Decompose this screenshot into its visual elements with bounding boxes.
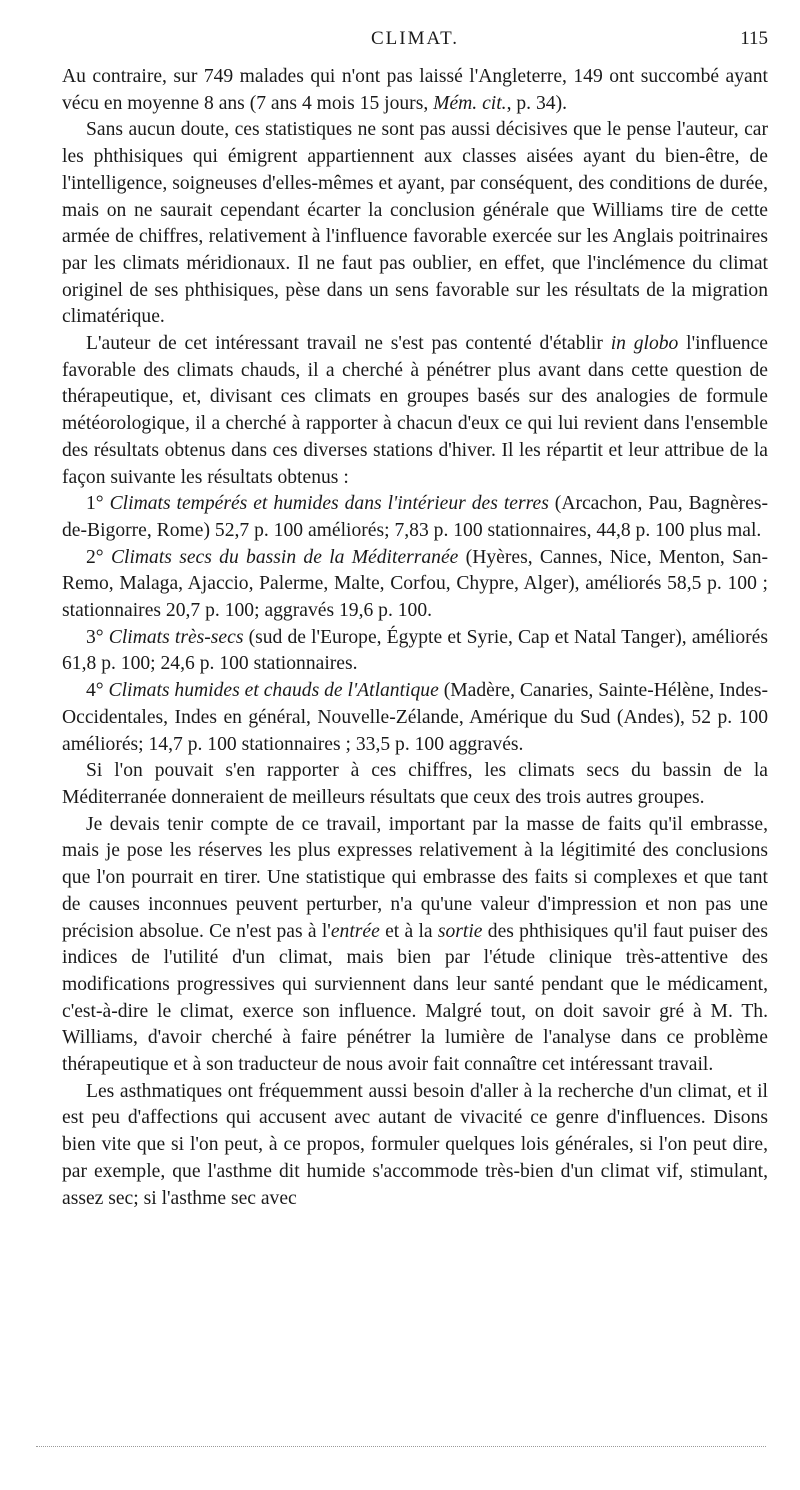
- paragraph-text: Je devais tenir compte de ce travail, important par la masse de faits qu'il embrasse, mais je pose les réserves les plus expresses relativement à la légitimité des conclusions que l'on pourrait en tirer. Une statistique qui embrasse des faits si complexes et que tant de causes inconnues peuvent perturber, n'a qu'une valeur d'impression et non pas une précision absolue. Ce n'est pas à l': [62, 813, 768, 942]
- paragraph: [62, 545, 768, 625]
- paragraph: [62, 331, 768, 491]
- paragraph-text: (Madère, Canaries, Sainte-Hélène, Indes-Occidentales, Indes en général, Nouvelle-Zélande, Amérique du Sud (Andes), 52 p. 100 améliorés; 14,7 p. 100 stationnaires ; 33,5 p. 100 aggravés.: [62, 680, 768, 755]
- paragraph-text: 3°: [86, 626, 109, 648]
- paragraph-text: 2°: [86, 546, 111, 568]
- running-title: CLIMAT.: [370, 28, 460, 49]
- paragraph-text: l'influence favorable des climats chauds, il a cherché à pénétrer plus avant dans cette question de thérapeutique, et, divisant ces climats en groupes basés sur des analogies de formule météorologique, il a cherché à rapporter à chacun d'eux ce qui lui revient dans l'ensemble des résultats obtenus dans ces diverses stations d'hiver. Il les répartit et leur attribue de la façon suivante les résultats obtenus :: [62, 333, 768, 488]
- paragraph-text: (sud de l'Europe, Égypte et Syrie, Cap et Natal Tanger), améliorés 61,8 p. 100; 24,6 p. 100 stationnaires.: [62, 626, 769, 675]
- paragraph-text: 4°: [86, 680, 109, 702]
- italic-text: in globo: [610, 333, 679, 355]
- italic-text: Climats tempérés et humides dans l'intérieur des terres: [109, 493, 549, 515]
- paragraph: [62, 64, 768, 117]
- page-number: 115: [740, 28, 768, 49]
- paragraph: [62, 625, 768, 678]
- italic-text: Climats secs du bassin de la Méditerranée: [110, 546, 459, 568]
- paragraph: [62, 491, 768, 544]
- paragraph-text: , p. 34).: [506, 92, 567, 114]
- paragraph-text: 1°: [86, 493, 110, 515]
- paragraph-text: (Hyères, Cannes, Nice, Menton, San-Remo, Malaga, Ajaccio, Palerme, Malte, Corfou, Chypre, Alger), améliorés 58,5 p. 100 ; stationnaires 20,7 p. 100; aggravés 19,6 p. 100.: [62, 546, 769, 622]
- italic-text: sortie: [437, 920, 483, 942]
- paragraph-text: Au contraire, sur 749 malades qui n'ont pas laissé l'Angleterre, 149 ont succombé ayant vécu en moyenne 8 ans (7 ans 4 mois 15 jours,: [62, 66, 768, 114]
- italic-text: entrée: [330, 920, 380, 942]
- paragraph-text: et à la: [379, 920, 438, 942]
- running-header: [62, 28, 768, 54]
- paragraph: [62, 758, 768, 811]
- paragraph-text: Sans aucun doute, ces statistiques ne sont pas aussi décisives que le pense l'auteur, car les phthisiques qui émigrent appartiennent aux classes aisées ayant du bien-être, de l'intelligence, soigneuses d'elles-mêmes et ayant, par conséquent, des conditions de durée, mais on ne saurait cependant écarter la conclusion générale que Williams tire de cette armée de chiffres, relativement à l'influence favorable exercée sur les Anglais poitrinaires par les climats méridionaux. Il ne faut pas oublier, en effet, que l'inclémence du climat originel de ses phthisiques, pèse dans un sens favorable sur les résultats de la migration climatérique.: [62, 119, 768, 328]
- paragraph: [62, 117, 768, 331]
- italic-text: Mém. cit.: [433, 92, 507, 114]
- italic-text: Climats très-secs: [108, 626, 244, 648]
- body-text: [62, 64, 768, 1212]
- paragraph-text: Les asthmatiques ont fréquemment aussi besoin d'aller à la recherche d'un climat, et il est peu d'affections qui accusent avec autant de vivacité ce genre d'influences. Disons bien vite que si l'on peut, à ce propos, formuler quelques lois générales, si l'on peut dire, par exemple, que l'asthme dit humide s'accommode très-bien d'un climat vif, stimulant, assez sec; si l'asthme sec avec: [62, 1080, 768, 1209]
- paragraph-text: des phthisiques qu'il faut puiser des indices de l'utilité d'un climat, mais bien par l'étude clinique très-attentive des modifications progressives qui surviennent dans leur santé pendant que le médicament, c'est-à-dire le climat, exerce son influence. Malgré tout, on doit savoir gré à M. Th. Williams, d'avoir cherché à faire pénétrer la lumière de l'analyse dans ce problème thérapeutique et à son traducteur de nous avoir fait connaître cet intéressant travail.: [62, 920, 768, 1076]
- paragraph: [62, 678, 768, 758]
- paragraph-text: L'auteur de cet intéressant travail ne s'est pas contenté d'établir: [86, 333, 611, 355]
- italic-text: Climats humides et chauds de l'Atlantique: [108, 680, 439, 702]
- paragraph-text: (Arcachon, Pau, Bagnères-de-Bigorre, Rome) 52,7 p. 100 améliorés; 7,83 p. 100 stationnaires, 44,8 p. 100 plus mal.: [62, 493, 769, 541]
- paragraph: [62, 812, 768, 1079]
- paragraph: [62, 1079, 768, 1213]
- paragraph-text: Si l'on pouvait s'en rapporter à ces chiffres, les climats secs du bassin de la Méditerranée donneraient de meilleurs résultats que ceux des trois autres groupes.: [62, 760, 768, 808]
- bottom-dotted-rule: [36, 1446, 766, 1447]
